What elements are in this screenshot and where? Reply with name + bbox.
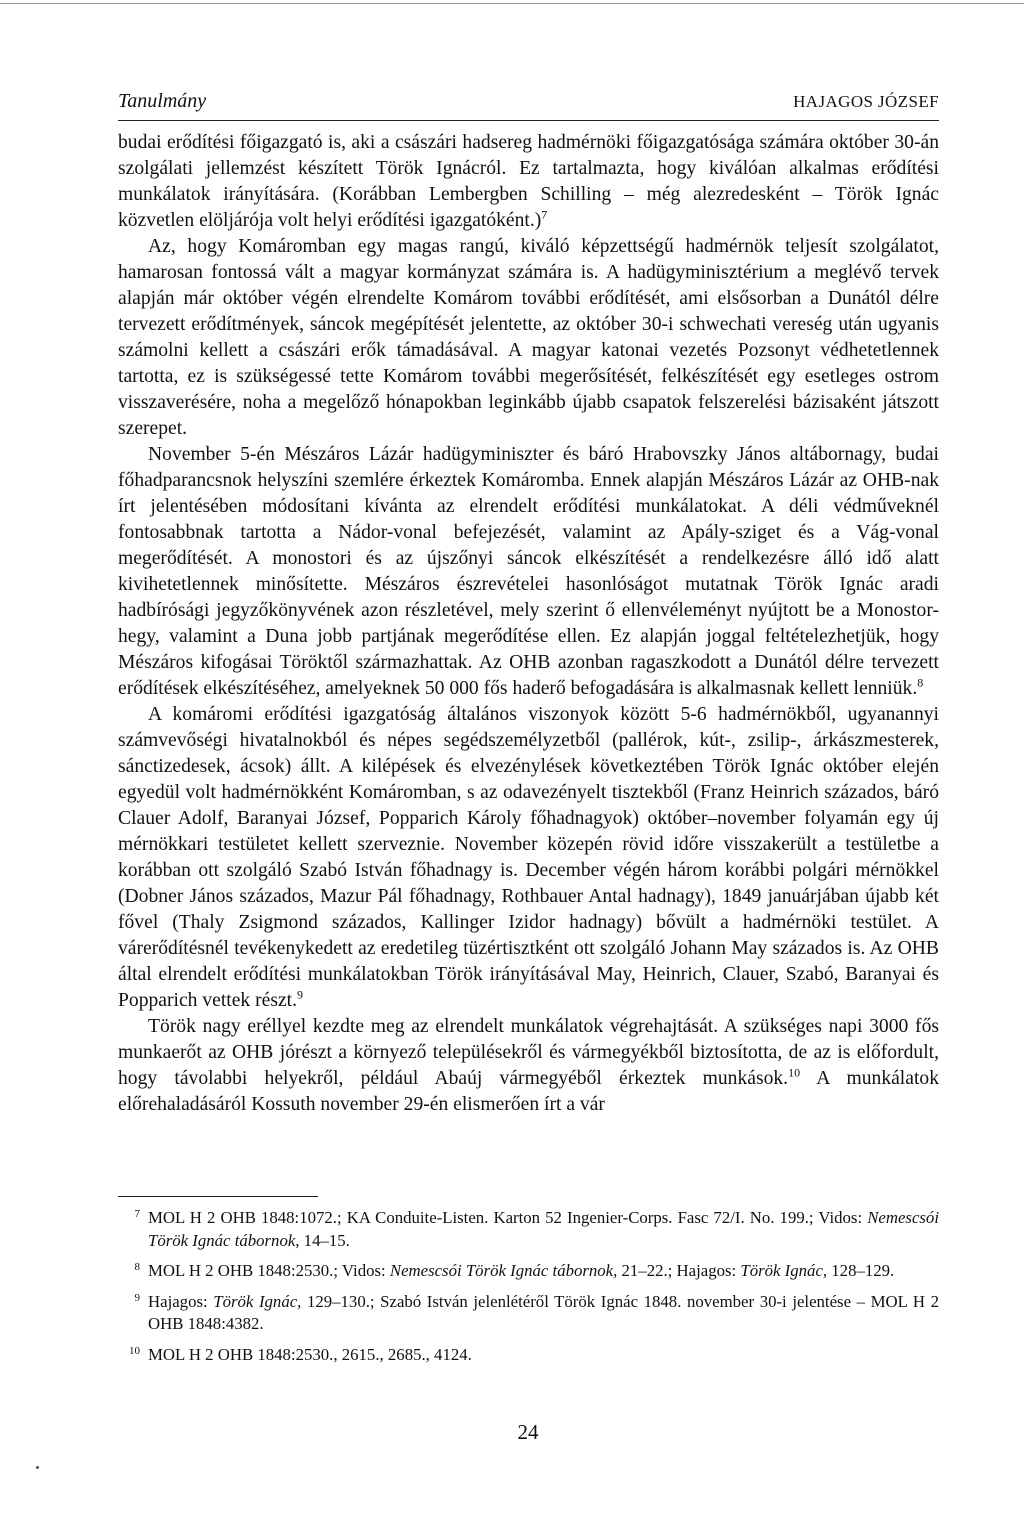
footnote-ref: 10 <box>788 1065 801 1080</box>
scan-speck <box>36 1466 39 1469</box>
paragraph: Török nagy eréllyel kezdte meg az elrendelt munkálatok végrehajtását. A szükséges napi 3000 fős munkaerőt az OHB jórészt a környező településekről és vármegyékből biztosította, de az is előfordult, hogy távolabbi helyekről, például Abaúj vármegyéből érkeztek munkások.$^{10}$ A munkálatok előrehaladásáról Kossuth november 29-én elismerően írt a vár <box>118 1016 939 1115</box>
footnote-number: 8 <box>134 1261 140 1273</box>
paragraph: budai erődítési főigazgató is, aki a császári hadsereg hadmérnöki főigazgatósága számára október 30-án szolgálati jellemzést készített Török Ignácról. Ez tartalmazta, hogy kiválóan alkalmas erődítési munkálatok irányítására. (Korábban Lembergben Schilling – még alezredesként – Török Ignác közvetlen elöljárója volt helyi erődítési igazgatóként.)$^7$ <box>118 132 939 231</box>
paragraph: Az, hogy Komáromban egy magas rangú, kiváló képzettségű hadmérnök teljesít szolgálatot, hamarosan fontossá vált a magyar kormányzat számára is. A hadügyminisztérium a meglévő tervek alapján már október végén elrendelte Komárom további erődítését, ami elsősorban a Dunától délre tervezett erődítmények, sáncok megépítését jelentette, az október 30-i schwechati vereség után ugyanis számolni kellett a császári erők támadásával. A magyar katonai vezetés Pozsonyt védhetetlennek tartotta, ez is szükségessé tette Komárom további megerősítését, felkészítését egy esetleges ostrom visszaverésére, noha a megelőző hónapokban leginkább újabb csapatok felszerelési bázisaként játszott szerepet. <box>118 236 939 439</box>
main-text <box>118 130 939 1118</box>
running-header <box>118 90 939 121</box>
page-number: 24 <box>517 1420 539 1444</box>
paragraph: A komáromi erődítési igazgatóság általános viszonyok között 5-6 hadmérnökből, ugyanannyi számvevőségi hivatalnokból és népes segédszemélyzetből (pallérok, kút-, zsilip-, árkászmesterek, sánctizedesek, ácsok) állt. A kilépések és elvezénylések következtében Török Ignác október elején egyedül volt hadmérnökként Komáromban, s az odavezényelt tisztekből (Franz Heinrich százados, báró Clauer Adolf, Baranyai József, Popparich Károly főhadnagyok) október–november folyamán egy új mérnökkari testületet kellett szerveznie. November közepén rövid időre visszakerült a testületbe a korábban ott szolgáló Szabó István főhadnagy is. December végén három korábbi polgári mérnökkel (Dobner János százados, Mazur Pál főhadnagy, Rothbauer Antal hadnagy), 1849 januárjában újabb két fővel (Thaly Zsigmond százados, Kallinger Izidor hadnagy) bővült a hadmérnöki testület. A várerődítésnél tevékenykedett az eredetileg tüzértisztként ott szolgáló Johann May százados is. Az OHB által elrendelt erődítési munkálatokban Török irányításával May, Heinrich, Clauer, Szabó, Baranyai és Popparich vettek részt.$^9$ <box>118 704 939 1011</box>
author-name: HAJAGOS JÓZSEF <box>793 92 939 111</box>
footnote-number: 9 <box>134 1291 140 1304</box>
footnote-ref: 8 <box>917 675 924 690</box>
footnote-ref: 9 <box>297 987 304 1002</box>
paragraph: November 5-én Mészáros Lázár hadügyminiszter és báró Hrabovszky János altábornagy, budai főhadparancsnok helyszíni szemlére érkeztek Komáromba. Ennek alapján Mészáros Lázár az OHB-nak írt jelentésében módosítani kívánta az elrendelt erődítési munkálatokat. A déli védműveknél fontosabbnak tartotta a Nádor-vonal befejezését, valamint az Apály-sziget és a Vág-vonal megerődítését. A monostori és az újszőnyi sáncok elkészítését a rendelkezésre álló idő alatt kivihetetlennek minősítette. Mészáros észrevételei hasonlóságot mutatnak Török Ignác aradi hadbírósági jegyzőkönyvének azon részletével, mely szerint ő ellenvéleményt nyújtott be a Monostor-hegy, valamint a Duna jobb partjának megerődítése ellen. Ez alapján joggal feltételezhetjük, hogy Mészáros kifogásai Töröktől származhattak. Az OHB azonban ragaszkodott a Dunától délre tervezett erődítések elkészítéséhez, amelyeknek 50 000 fős haderő befogadására is alkalmasnak kellett lenniük.$^8$ <box>118 444 939 699</box>
footnotes <box>118 1207 939 1374</box>
footnote: 7 MOL H 2 OHB 1848:1072.; KA Conduite-Listen. Karton 52 Ingenier-Corps. Fasc 72/I. No. 199.; Vidos: Nemescsói Török Ignác tábornok, 14–15. <box>118 1207 939 1252</box>
footnote-ref: 7 <box>541 207 548 222</box>
footnote: 10 MOL H 2 OHB 1848:2530., 2615., 2685., 4124. <box>118 1344 939 1367</box>
section-title: Tanulmány <box>118 90 207 112</box>
scan-edge-rule <box>0 3 1024 4</box>
footnote: 8 MOL H 2 OHB 1848:2530.; Vidos: Nemescsói Török Ignác tábornok, 21–22.; Hajagos: Török Ignác, 128–129. <box>118 1260 939 1283</box>
footnote: 9 Hajagos: Török Ignác, 129–130.; Szabó István jelenlétéről Török Ignác 1848. november 30-i jelentése – MOL H 2 OHB 1848:4382. <box>118 1291 939 1336</box>
footnote-separator <box>118 1196 318 1197</box>
footnote-number: 10 <box>129 1344 140 1357</box>
footnote-number: 7 <box>134 1208 140 1220</box>
